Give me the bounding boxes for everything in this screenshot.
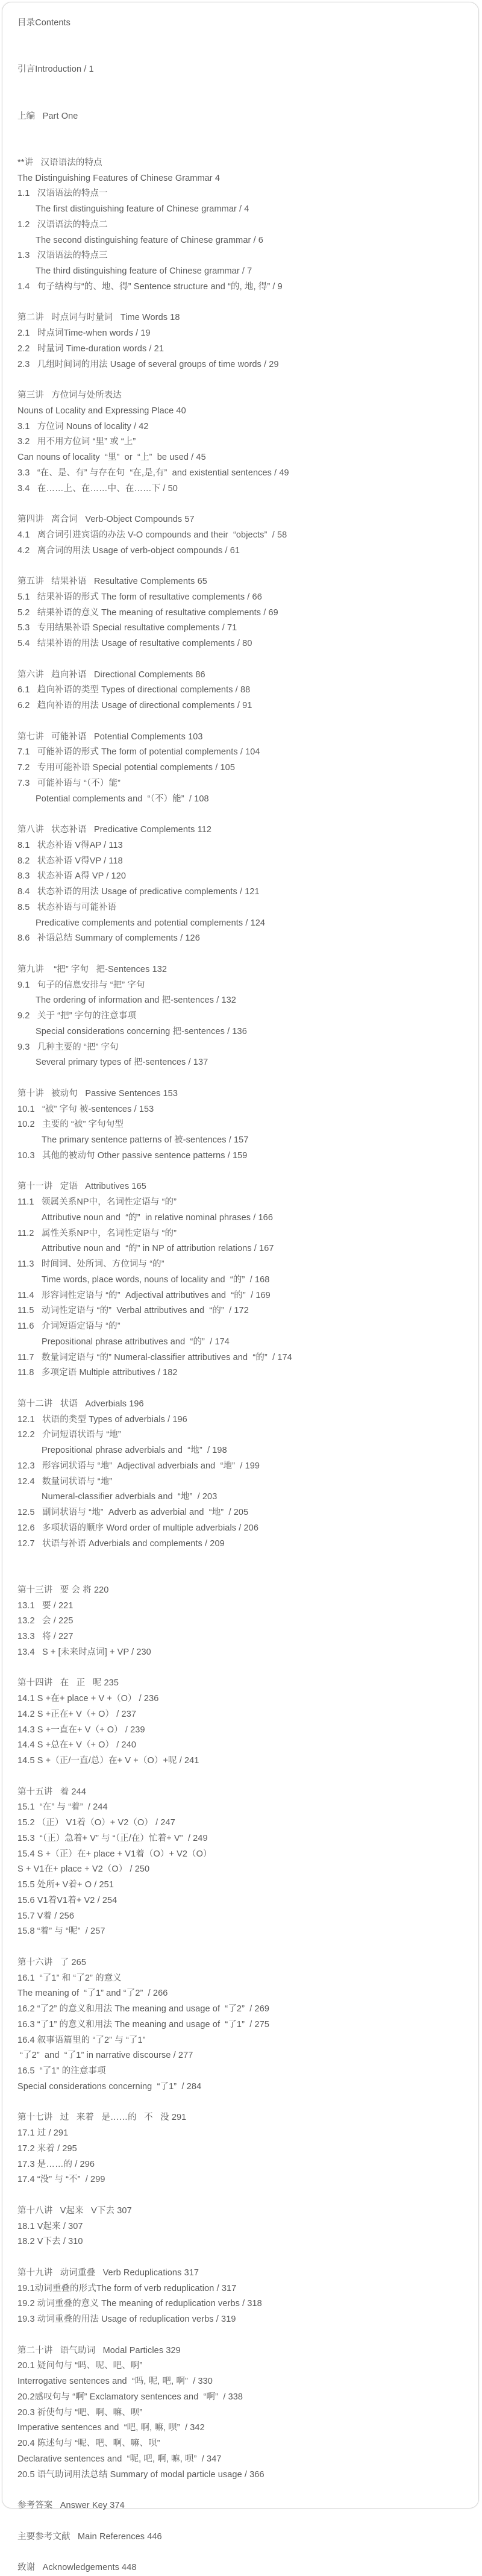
table-of-contents: [17, 16, 463, 2576]
toc-entry[interactable]: 11.8 多项定语 Multiple attributives / 182: [17, 1368, 178, 1378]
toc-entry[interactable]: 3.1 方位词 Nouns of locality / 42: [17, 421, 149, 431]
blank-line: [17, 652, 463, 668]
blank-line: [17, 559, 463, 574]
toc-entry[interactable]: 14.2 S +正在+ V（+ O） / 237: [17, 1709, 137, 1719]
blank-line: [17, 295, 463, 311]
toc-entry[interactable]: 11.4 形容词性定语与 “的” Adjectival attributives and “的” / 169: [17, 1290, 271, 1300]
toc-entry[interactable]: 1.4 句子结构与“的、地、得” Sentence structure and “的, 地, 得” / 9: [17, 281, 283, 292]
blank-line: [17, 714, 463, 730]
toc-entry[interactable]: 第十三讲 要 会 将 220: [17, 1585, 109, 1595]
blank-line: [17, 124, 463, 140]
toc-entry[interactable]: 16.1 “了1” 和 “了2” 的意义: [17, 1973, 122, 1983]
toc-entry[interactable]: 20.3 祈使句与 “吧、啊、嘛、呗”: [17, 2407, 143, 2418]
toc-entry[interactable]: 11.6 介词短语定语与 “的”: [17, 1321, 120, 1331]
toc-entry[interactable]: 7.3 可能补语与 “（不）能”: [17, 778, 120, 788]
toc-entry[interactable]: 致谢 Acknowledgements 448: [17, 2563, 137, 2572]
toc-entry[interactable]: 13.3 将 / 227: [17, 1632, 74, 1641]
blank-line: [17, 2250, 463, 2266]
toc-entry[interactable]: 7.2 专用可能补语 Special potential complements / 105: [17, 763, 236, 772]
toc-entry[interactable]: 18.1 V起来 / 307: [17, 2221, 83, 2231]
toc-entry[interactable]: 3.3 “在、是、有” 与存在句 “在,是,有” and existential sentences / 49: [17, 468, 289, 478]
toc-entry[interactable]: 5.4 结果补语的用法 Usage of resultative complements / 80: [17, 639, 252, 648]
toc-entry[interactable]: 13.2 会 / 225: [17, 1616, 74, 1626]
toc-entry[interactable]: Prepositional phrase adverbials and “地” / 198: [42, 1446, 227, 1455]
blank-line: [17, 140, 463, 155]
blank-line: [17, 1769, 463, 1785]
toc-entry[interactable]: 上编 Part One: [17, 111, 78, 121]
toc-entry[interactable]: 2.3 几组时间词的用法 Usage of several groups of time words / 29: [17, 359, 279, 369]
toc-entry[interactable]: 17.1 过 / 291: [17, 2128, 69, 2138]
toc-entry[interactable]: Imperative sentences and “吧, 啊, 嘛, 呗” / 342: [17, 2423, 205, 2433]
toc-entry[interactable]: 6.2 趋向补语的用法 Usage of directional complements / 91: [17, 701, 252, 710]
toc-entry[interactable]: Attributive noun and “的” in relative nominal phrases / 166: [42, 1212, 274, 1223]
toc-entry[interactable]: 15.5 处所+ V着+ O / 251: [17, 1880, 114, 1890]
toc-entry[interactable]: **讲 汉语语法的特点: [17, 157, 102, 168]
toc-entry[interactable]: 第七讲 可能补语 Potential Complements 103: [17, 732, 203, 742]
blank-line: [17, 372, 463, 388]
toc-entry[interactable]: 第四讲 离合词 Verb-Object Compounds 57: [17, 515, 195, 524]
toc-entry[interactable]: 8.5 状态补语与可能补语: [17, 902, 117, 912]
toc-entry[interactable]: 第三讲 方位词与处所表达: [17, 390, 122, 400]
blank-line: [17, 2545, 463, 2560]
toc-entry[interactable]: 2.1 时点词Time-when words / 19: [17, 328, 151, 338]
toc-title: 目录Contents: [17, 18, 71, 28]
blank-line: [17, 2095, 463, 2111]
blank-line: [17, 497, 463, 512]
toc-entry[interactable]: 7.1 可能补语的形式 The form of potential complements / 104: [17, 747, 260, 757]
toc-entry[interactable]: Potential complements and “（不）能” / 108: [36, 794, 209, 804]
toc-entry[interactable]: 12.7 状语与补语 Adverbials and complements / 209: [17, 1538, 225, 1549]
toc-entry[interactable]: The ordering of information and 把-sentences / 132: [36, 995, 236, 1006]
toc-entry[interactable]: 8.3 状态补语 A得 VP / 120: [17, 871, 127, 882]
toc-entry[interactable]: The third distinguishing feature of Chinese grammar / 7: [36, 266, 252, 276]
toc-entry[interactable]: 第十四讲 在 正 呢 235: [17, 1678, 119, 1688]
toc-entry[interactable]: 11.3 时间词、处所词、方位词与 “的”: [17, 1259, 164, 1269]
toc-entry[interactable]: 11.5 动词性定语与 “的” Verbal attributives and “的” / 172: [17, 1306, 249, 1316]
toc-entry[interactable]: 9.2 关于 “把” 字句的注意事项: [17, 1011, 136, 1021]
toc-entry[interactable]: Time words, place words, nouns of locality and “的” / 168: [42, 1274, 270, 1285]
toc-entry[interactable]: 1.3 汉语语法的特点三: [17, 251, 108, 261]
toc-entry[interactable]: The Distinguishing Features of Chinese Grammar 4: [17, 173, 221, 183]
toc-entry[interactable]: 3.2 用不用方位词 “里” 或 “上”: [17, 437, 136, 447]
toc-entry[interactable]: 15.8 “着” 与 “呢” / 257: [17, 1926, 105, 1937]
toc-entry[interactable]: Special considerations concerning 把-sentences / 136: [36, 1026, 247, 1036]
toc-entry[interactable]: 5.2 结果补语的意义 The meaning of resultative complements / 69: [17, 607, 278, 618]
toc-entry[interactable]: The primary sentence patterns of 被-sentences / 157: [42, 1135, 249, 1145]
toc-entry[interactable]: Attributive noun and “的” in NP of attribution relations / 167: [42, 1244, 274, 1254]
toc-entry[interactable]: 15.7 V着 / 256: [17, 1911, 74, 1921]
toc-entry[interactable]: 5.3 专用结果补语 Special resultative complements / 71: [17, 623, 237, 633]
toc-entry[interactable]: 20.4 陈述句与 “呢、吧、啊、嘛、呗”: [17, 2439, 160, 2448]
toc-entry[interactable]: 19.3 动词重叠的用法 Usage of reduplication verbs / 319: [17, 2314, 236, 2324]
toc-entry[interactable]: 15.4 S +（正）在+ place + V1着（O）+ V2（O）: [17, 1849, 212, 1859]
toc-entry[interactable]: 12.1 状语的类型 Types of adverbials / 196: [17, 1414, 187, 1424]
blank-line: [17, 47, 463, 63]
blank-line: [17, 2514, 463, 2530]
toc-entry[interactable]: Nouns of Locality and Expressing Place 40: [17, 406, 186, 416]
toc-entry[interactable]: 第六讲 趋向补语 Directional Complements 86: [17, 669, 205, 680]
blank-line: [17, 2483, 463, 2498]
toc-entry[interactable]: 13.1 要 / 221: [17, 1600, 74, 1611]
toc-entry[interactable]: 第五讲 结果补语 Resultative Complements 65: [17, 577, 207, 586]
toc-entry[interactable]: 16.3 “了1” 的意义和用法 The meaning and usage of “了1” / 275: [17, 2019, 270, 2029]
toc-entry[interactable]: 16.5 “了1” 的注意事项: [17, 2066, 106, 2076]
toc-entry[interactable]: 14.4 S +总在+ V（+ O） / 240: [17, 1740, 137, 1750]
toc-entry[interactable]: 9.3 几种主要的 “把” 字句: [17, 1042, 119, 1052]
toc-entry[interactable]: 6.1 趋向补语的类型 Types of directional complements / 88: [17, 685, 251, 695]
toc-entry[interactable]: 17.2 来着 / 295: [17, 2143, 77, 2154]
blank-line: [17, 1567, 463, 1583]
toc-entry[interactable]: 19.2 动词重叠的意义 The meaning of reduplication verbs / 318: [17, 2299, 262, 2309]
toc-entry[interactable]: 11.7 数量词定语与 “的” Numeral-classifier attributives and “的” / 174: [17, 1352, 292, 1362]
toc-entry[interactable]: “了2” and “了1” in narrative discourse / 277: [17, 2051, 193, 2061]
blank-line: [17, 31, 463, 47]
toc-entry[interactable]: 1.2 汉语语法的特点二: [17, 219, 108, 230]
toc-entry[interactable]: 18.2 V下去 / 310: [17, 2237, 83, 2247]
toc-entry[interactable]: The meaning of “了1” and “了2” / 266: [17, 1988, 168, 1999]
toc-entry[interactable]: 14.5 S +（正/一直/总）在+ V +（O）+呢 / 241: [17, 1756, 199, 1766]
toc-entry[interactable]: 第十五讲 着 244: [17, 1787, 87, 1797]
toc-entry[interactable]: 15.6 V1着V1着+ V2 / 254: [17, 1895, 117, 1905]
toc-entry[interactable]: 第十八讲 V起来 V下去 307: [17, 2205, 132, 2216]
toc-entry[interactable]: 第二讲 时点词与时量词 Time Words 18: [17, 313, 180, 323]
toc-entry[interactable]: 10.3 其他的被动句 Other passive sentence patterns / 159: [17, 1150, 248, 1161]
toc-entry[interactable]: 第十讲 被动句 Passive Sentences 153: [17, 1088, 178, 1098]
blank-line: [17, 2188, 463, 2204]
toc-entry[interactable]: 8.2 状态补语 V得VP / 118: [17, 856, 123, 866]
toc-entry[interactable]: Can nouns of locality “里” or “上” be used / 45: [17, 453, 206, 462]
toc-entry[interactable]: 参考答案 Answer Key 374: [17, 2501, 125, 2510]
toc-entry[interactable]: 8.1 状态补语 V得AP / 113: [17, 840, 123, 850]
toc-entry[interactable]: Numeral-classifier adverbials and “地” / 203: [42, 1492, 218, 1502]
blank-line: [17, 807, 463, 823]
blank-line: [17, 2328, 463, 2343]
blank-line: [17, 78, 463, 93]
toc-entry[interactable]: Special considerations concerning “了1” / 284: [17, 2081, 202, 2092]
blank-line: [17, 947, 463, 962]
toc-entry[interactable]: 12.6 多项状语的顺序 Word order of multiple adverbials / 206: [17, 1523, 259, 1533]
toc-entry[interactable]: S + V1在+ place + V2（O） / 250: [17, 1864, 150, 1875]
blank-line: [17, 1164, 463, 1180]
toc-entry[interactable]: 第九讲 “把” 字句 把-Sentences 132: [17, 964, 167, 974]
toc-entry[interactable]: 8.4 状态补语的用法 Usage of predicative complements / 121: [17, 887, 260, 897]
toc-entry[interactable]: 9.1 句子的信息安排与 “把” 字句: [17, 980, 145, 990]
toc-entry[interactable]: 4.1 离合词引进宾语的办法 V-O compounds and their “objects” / 58: [17, 530, 287, 540]
toc-entry[interactable]: 2.2 时量词 Time-duration words / 21: [17, 343, 164, 354]
toc-entry[interactable]: 第十六讲 了 265: [17, 1957, 87, 1967]
document-card: [2, 2, 479, 2572]
toc-entry[interactable]: The first distinguishing feature of Chinese grammar / 4: [36, 204, 249, 214]
toc-entry[interactable]: 1.1 汉语语法的特点一: [17, 189, 108, 199]
toc-entry[interactable]: 第十二讲 状语 Adverbials 196: [17, 1399, 144, 1409]
toc-entry[interactable]: 12.3 形容词状语与 “地” Adjectival adverbials and “地” / 199: [17, 1461, 260, 1471]
toc-entry[interactable]: 19.1动词重叠的形式The form of verb reduplication / 317: [17, 2283, 237, 2293]
toc-entry[interactable]: 4.2 离合词的用法 Usage of verb-object compounds / 61: [17, 545, 240, 556]
toc-entry[interactable]: 8.6 补语总结 Summary of complements / 126: [17, 933, 200, 944]
toc-entry[interactable]: 15.3 “（正）急着+ V” 与 “（正/在）忙着+ V” / 249: [17, 1833, 208, 1843]
toc-entry[interactable]: 第二十讲 语气助词 Modal Particles 329: [17, 2345, 181, 2355]
toc-entry[interactable]: 10.1 “被” 字句 被-sentences / 153: [17, 1104, 154, 1114]
toc-entry[interactable]: 17.4 “没” 与 “不” / 299: [17, 2175, 105, 2185]
toc-entry[interactable]: 14.1 S +在+ place + V +（O） / 236: [17, 1694, 159, 1703]
toc-entry[interactable]: 12.4 数量词状语与 “地”: [17, 1476, 113, 1487]
toc-entry[interactable]: 12.2 介词短语状语与 “地”: [17, 1430, 121, 1440]
toc-entry[interactable]: 第十一讲 定语 Attributives 165: [17, 1182, 146, 1192]
toc-entry[interactable]: 5.1 结果补语的形式 The form of resultative complements / 66: [17, 592, 262, 602]
toc-entry[interactable]: 13.4 S + [未来时点词] + VP / 230: [17, 1647, 151, 1657]
toc-entry[interactable]: 14.3 S +一直在+ V（+ O） / 239: [17, 1725, 145, 1735]
toc-entry[interactable]: Predicative complements and potential complements / 124: [36, 918, 266, 928]
toc-entry[interactable]: Several primary types of 把-sentences / 137: [36, 1058, 208, 1068]
toc-entry[interactable]: Prepositional phrase attributives and “的” / 174: [42, 1337, 230, 1347]
blank-line: [17, 1940, 463, 1955]
toc-entry[interactable]: 10.2 主要的 “被” 字句句型: [17, 1120, 124, 1130]
toc-entry[interactable]: 17.3 是……的 / 296: [17, 2159, 95, 2169]
toc-entry[interactable]: 第十七讲 过 来着 是……的 不 没 291: [17, 2113, 187, 2123]
toc-entry[interactable]: 3.4 在……上、在……中、在……下 / 50: [17, 483, 178, 494]
toc-entry[interactable]: Declarative sentences and “呢, 吧, 啊, 嘛, 呗” / 347: [17, 2454, 222, 2464]
toc-entry[interactable]: 15.1 “在” 与 “着” / 244: [17, 1802, 108, 1813]
toc-entry[interactable]: 12.5 副词状语与 “地” Adverb as adverbial and “地” / 205: [17, 1508, 249, 1517]
blank-line: [17, 1381, 463, 1397]
toc-entry[interactable]: 20.5 语气助词用法总结 Summary of modal particle usage / 366: [17, 2469, 264, 2480]
blank-line: [17, 1552, 463, 1567]
toc-entry[interactable]: 16.4 叙事语篇里的 “了2” 与 “了1”: [17, 2035, 146, 2045]
toc-entry[interactable]: 引言Introduction / 1: [17, 64, 94, 75]
toc-entry[interactable]: 15.2 （正） V1着（O）+ V2（O） / 247: [17, 1818, 175, 1828]
toc-entry[interactable]: 11.1 领属关系NP中，名词性定语与 “的”: [17, 1197, 177, 1207]
toc-entry[interactable]: Interrogative sentences and “吗, 呢, 吧, 啊” / 330: [17, 2377, 213, 2386]
blank-line: [17, 1071, 463, 1086]
blank-line: [17, 1661, 463, 1676]
toc-entry[interactable]: 20.1 疑问句与 “吗、呢、吧、啊”: [17, 2361, 143, 2371]
toc-entry[interactable]: 第十九讲 动词重叠 Verb Reduplications 317: [17, 2267, 199, 2278]
toc-entry[interactable]: 主要参考文献 Main References 446: [17, 2531, 162, 2542]
toc-entry[interactable]: The second distinguishing feature of Chinese grammar / 6: [36, 235, 263, 245]
toc-entry[interactable]: 11.2 属性关系NP中，名词性定语与 “的”: [17, 1228, 177, 1238]
toc-entry[interactable]: 20.2感叹句与 “啊” Exclamatory sentences and “啊” / 338: [17, 2392, 243, 2402]
toc-entry[interactable]: 第八讲 状态补语 Predicative Complements 112: [17, 825, 212, 835]
blank-line: [17, 93, 463, 109]
toc-entry[interactable]: 16.2 “了2” 的意义和用法 The meaning and usage of “了2” / 269: [17, 2004, 270, 2014]
